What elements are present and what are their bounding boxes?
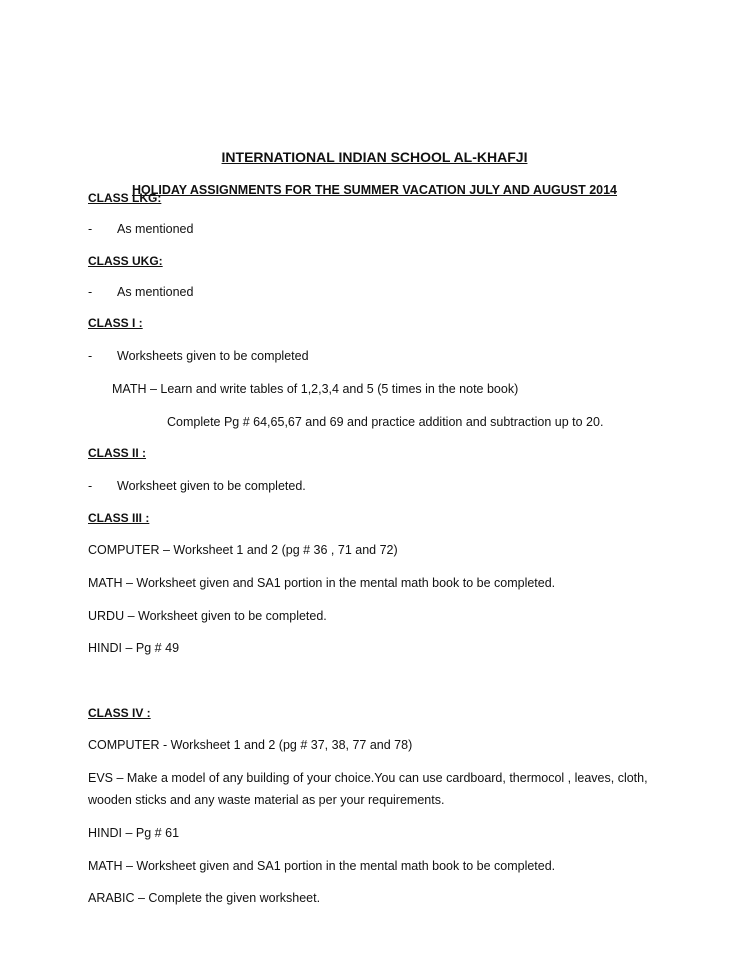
class-ukg-heading: CLASS UKG: xyxy=(88,254,163,268)
class-3-heading: CLASS III : xyxy=(88,511,150,525)
bullet-dash: - xyxy=(88,285,93,299)
document-title: INTERNATIONAL INDIAN SCHOOL AL-KHAFJI xyxy=(221,149,528,165)
class-3-line: MATH – Worksheet given and SA1 portion in the mental math book to be completed. xyxy=(88,576,556,590)
lkg-item: As mentioned xyxy=(117,222,194,236)
bullet-dash: - xyxy=(88,349,93,363)
class-1-heading: CLASS I : xyxy=(88,316,143,330)
class-4-line: MATH – Worksheet given and SA1 portion in the mental math book to be completed. xyxy=(88,859,556,873)
class-1-item: Worksheets given to be completed xyxy=(117,349,309,363)
bullet-dash: - xyxy=(88,479,93,493)
class-4-line: EVS – Make a model of any building of your choice.You can use cardboard, thermocol , leaves, cloth, xyxy=(88,771,648,785)
class-4-heading: CLASS IV : xyxy=(88,706,151,720)
class-2-item: Worksheet given to be completed. xyxy=(117,479,306,493)
class-1-math: MATH – Learn and write tables of 1,2,3,4 and 5 (5 times in the note book) xyxy=(112,382,519,396)
ukg-item: As mentioned xyxy=(117,285,194,299)
class-4-line: ARABIC – Complete the given worksheet. xyxy=(88,891,321,905)
class-4-line: wooden sticks and any waste material as per your requirements. xyxy=(88,793,445,807)
document-subtitle: HOLIDAY ASSIGNMENTS FOR THE SUMMER VACATION JULY AND AUGUST 2014 xyxy=(131,183,618,197)
class-3-line: COMPUTER – Worksheet 1 and 2 (pg # 36 , 71 and 72) xyxy=(88,543,398,557)
class-3-line: URDU – Worksheet given to be completed. xyxy=(88,609,327,623)
class-4-line: HINDI – Pg # 61 xyxy=(88,826,180,840)
bullet-dash: - xyxy=(88,222,93,236)
class-2-heading: CLASS II : xyxy=(88,446,147,460)
class-lkg-heading: CLASS LKG: xyxy=(88,191,162,205)
class-3-line: HINDI – Pg # 49 xyxy=(88,641,180,655)
class-1-math-2: Complete Pg # 64,65,67 and 69 and practice addition and subtraction up to 20. xyxy=(167,415,604,429)
class-4-line: COMPUTER - Worksheet 1 and 2 (pg # 37, 38, 77 and 78) xyxy=(88,738,413,752)
